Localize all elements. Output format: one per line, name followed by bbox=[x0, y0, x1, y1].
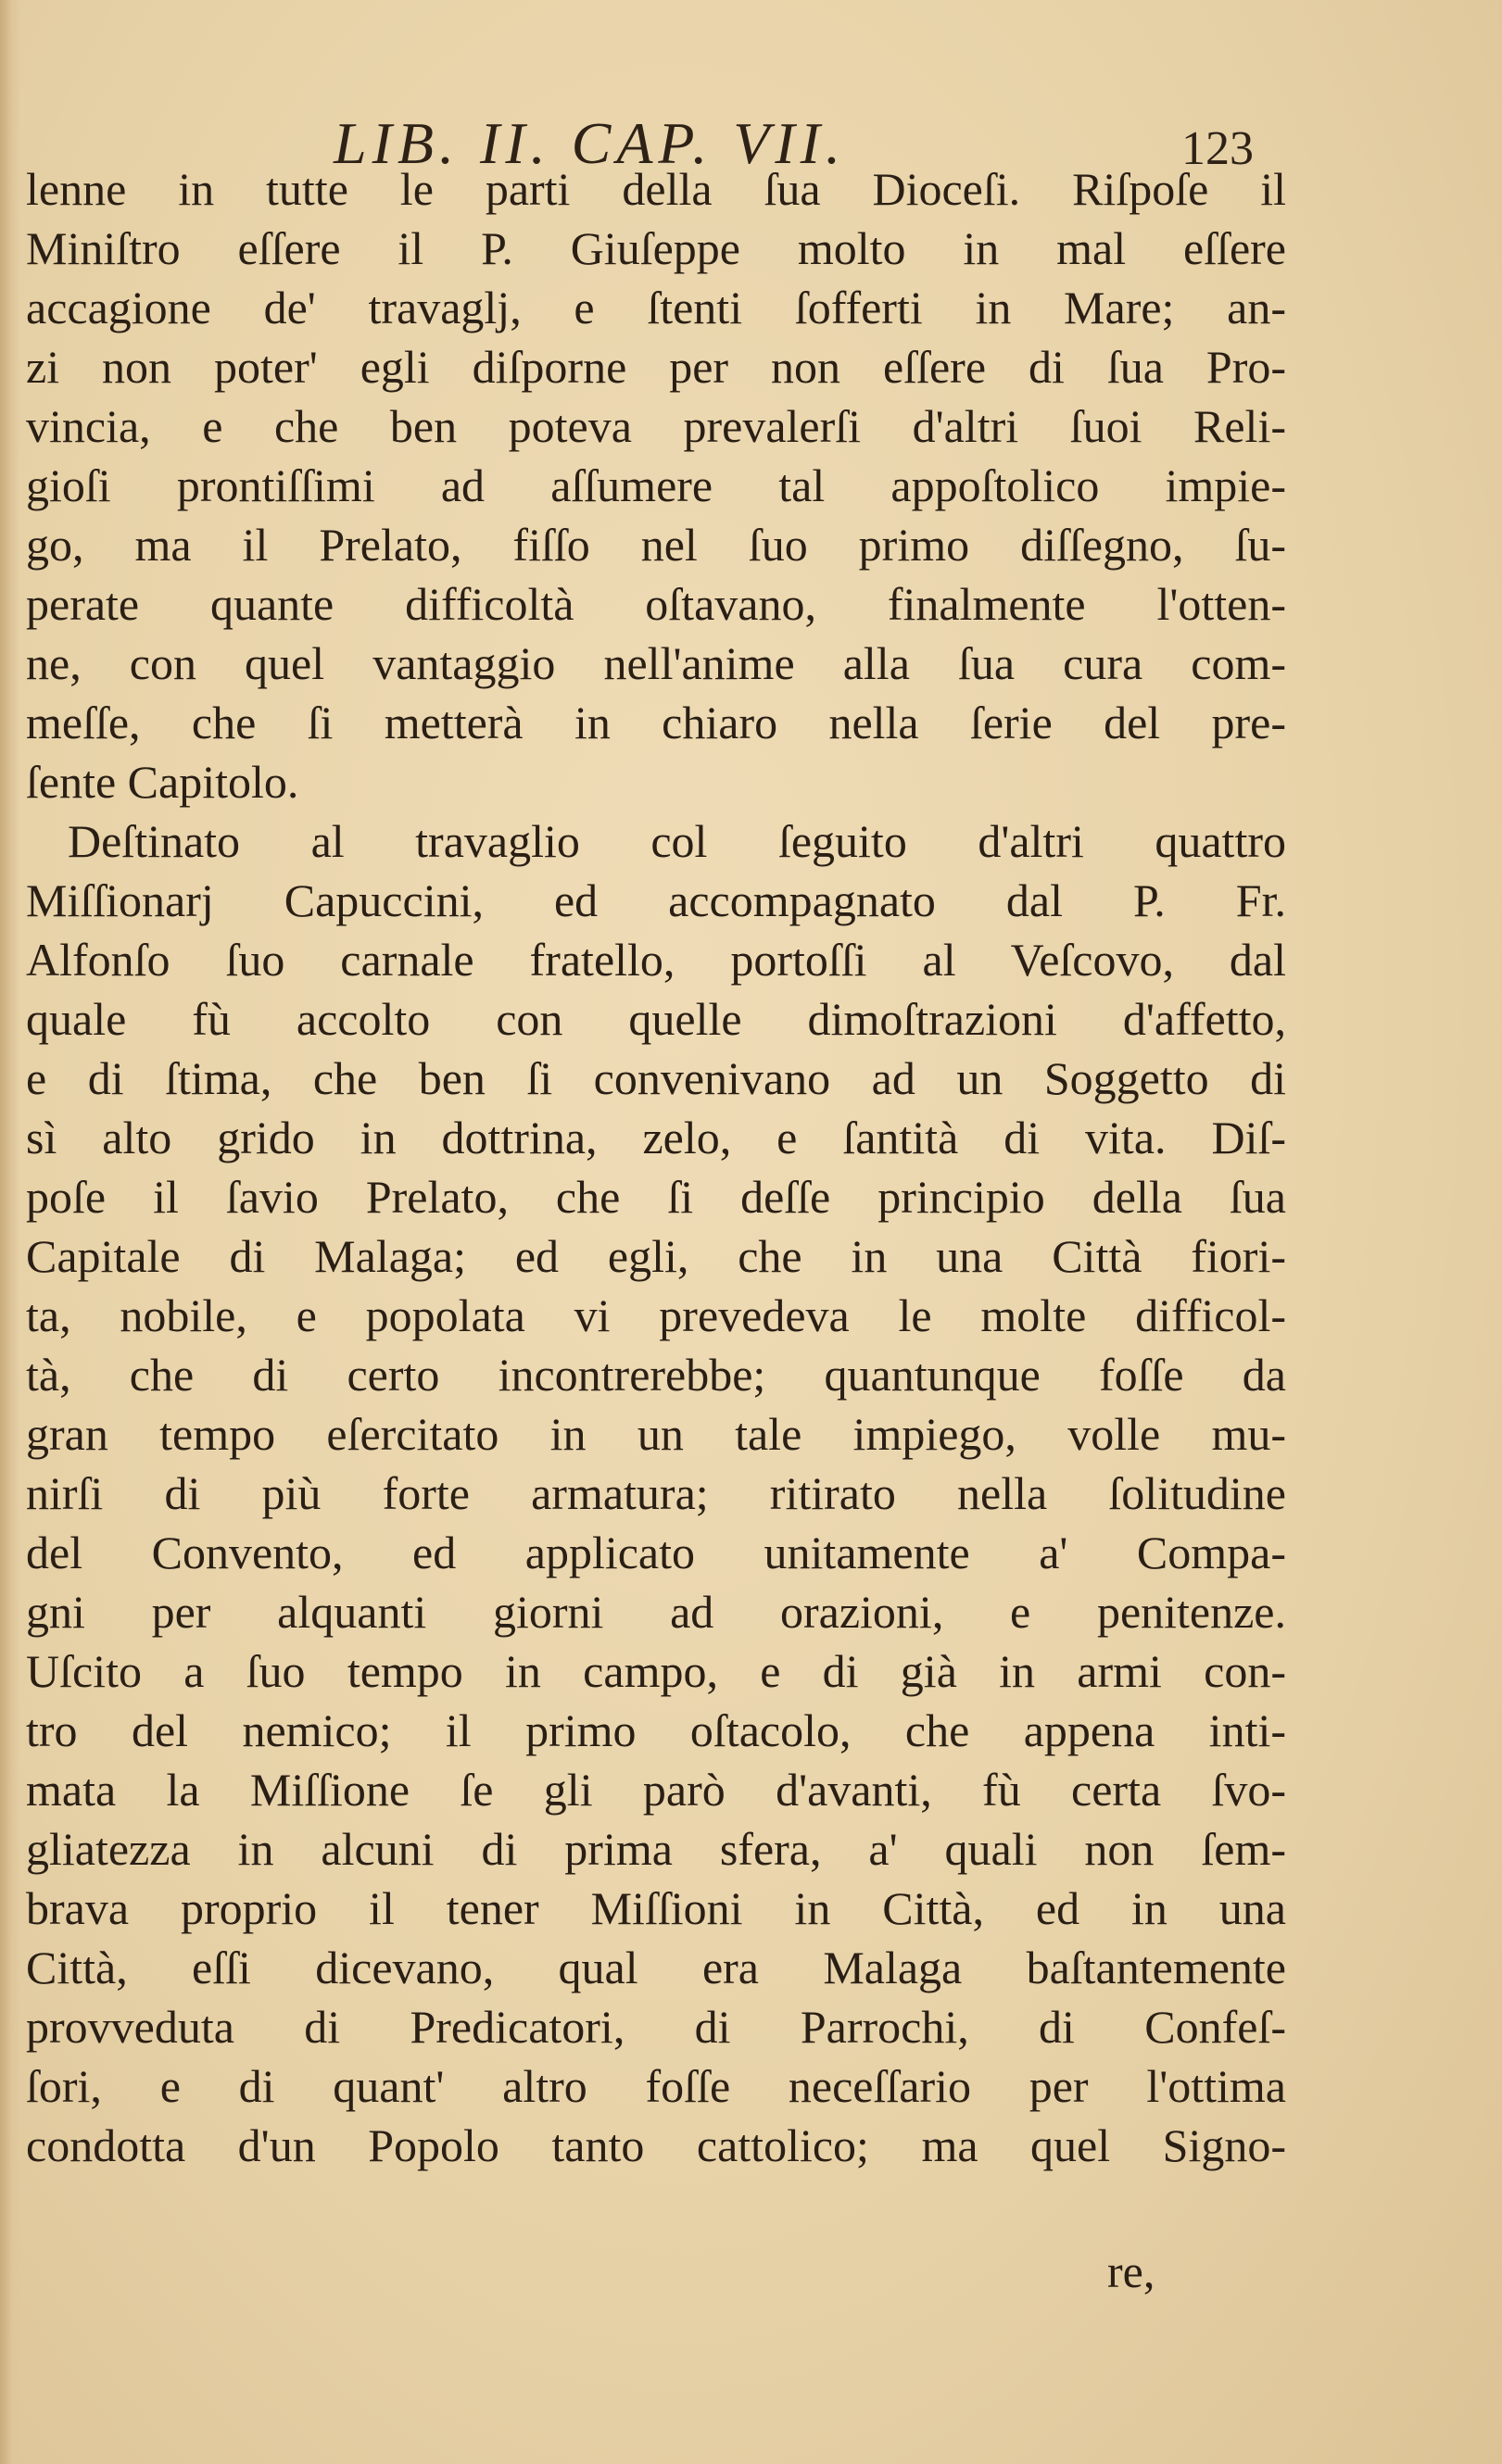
text-line: ta, nobile, e popolata vi prevedeva le molte difficol- bbox=[26, 1289, 1286, 1341]
text-line: tà, che di certo incontrerebbe; quantunque foſſe da bbox=[26, 1349, 1286, 1401]
text-line: gran tempo eſercitato in un tale impiego, volle mu- bbox=[26, 1408, 1286, 1460]
running-title: LIB. II. CAP. VII. bbox=[334, 110, 846, 176]
text-line: del Convento, ed applicato unitamente a' Compa- bbox=[26, 1527, 1286, 1578]
body-text bbox=[26, 159, 1286, 2175]
text-line: perate quante difficoltà oſtavano, finalmente l'otten- bbox=[26, 578, 1286, 630]
text-line: mata la Miſſione ſe gli parò d'avanti, fù certa ſvo- bbox=[26, 1764, 1286, 1816]
text-line: Città, eſſi dicevano, qual era Malaga baſtantemente bbox=[26, 1942, 1286, 1993]
text-line: vincia, e che ben poteva prevalerſi d'altri ſuoi Reli- bbox=[26, 400, 1286, 452]
text-line: Miſſionarj Capuccini, ed accompagnato dal P. Fr. bbox=[26, 874, 1286, 926]
text-line: nirſi di più forte armatura; ritirato nella ſolitudine bbox=[26, 1467, 1286, 1519]
text-line: Uſcito a ſuo tempo in campo, e di già in armi con- bbox=[26, 1645, 1286, 1697]
text-line: e di ſtima, che ben ſi convenivano ad un Soggetto di bbox=[26, 1052, 1286, 1104]
text-line: zi non poter' egli diſporne per non eſſere di ſua Pro- bbox=[26, 341, 1286, 393]
text-line: condotta d'un Popolo tanto cattolico; ma quel Signo- bbox=[26, 2119, 1286, 2171]
page-number: 123 bbox=[1181, 122, 1254, 175]
text-line: gliatezza in alcuni di prima sfera, a' quali non ſem- bbox=[26, 1823, 1286, 1875]
text-line: lenne in tutte le parti della ſua Dioceſi. Riſpoſe il bbox=[26, 163, 1286, 215]
page-gutter-shadow bbox=[0, 0, 20, 2464]
text-line: accagione de' travaglj, e ſtenti ſofferti in Mare; an- bbox=[26, 282, 1286, 333]
text-line: brava proprio il tener Miſſioni in Città, ed in una bbox=[26, 1882, 1286, 1934]
text-line: Alfonſo ſuo carnale fratello, portoſſi al Veſcovo, dal bbox=[26, 934, 1286, 986]
text-line: tro del nemico; il primo oſtacolo, che appena inti- bbox=[26, 1704, 1286, 1756]
text-line: meſſe, che ſi metterà in chiaro nella ſerie del pre- bbox=[26, 697, 1286, 748]
text-line: sì alto grido in dottrina, zelo, e ſantità di vita. Diſ- bbox=[26, 1112, 1286, 1163]
text-line: Deſtinato al travaglio col ſeguito d'altri quattro bbox=[68, 815, 1286, 867]
text-line: gioſi prontiſſimi ad aſſumere tal appoſtolico impie- bbox=[26, 459, 1286, 511]
text-line: Miniſtro eſſere il P. Giuſeppe molto in mal eſſere bbox=[26, 222, 1286, 274]
text-line: Capitale di Malaga; ed egli, che in una Città fiori- bbox=[26, 1230, 1286, 1282]
text-line: ne, con quel vantaggio nell'anime alla ſua cura com- bbox=[26, 637, 1286, 689]
text-line: provveduta di Predicatori, di Parrochi, di Confeſ- bbox=[26, 2001, 1286, 2053]
text-line: ſente Capitolo. bbox=[26, 756, 299, 808]
text-line: ſori, e di quant' altro foſſe neceſſario per l'ottima bbox=[26, 2060, 1286, 2112]
catchword: re, bbox=[1107, 2245, 1155, 2297]
text-line: go, ma il Prelato, fiſſo nel ſuo primo diſſegno, ſu- bbox=[26, 519, 1286, 571]
text-line: gni per alquanti giorni ad orazioni, e penitenze. bbox=[26, 1586, 1286, 1638]
text-line: poſe il ſavio Prelato, che ſi deſſe principio della ſua bbox=[26, 1171, 1286, 1223]
text-line: quale fù accolto con quelle dimoſtrazioni d'affetto, bbox=[26, 993, 1286, 1045]
